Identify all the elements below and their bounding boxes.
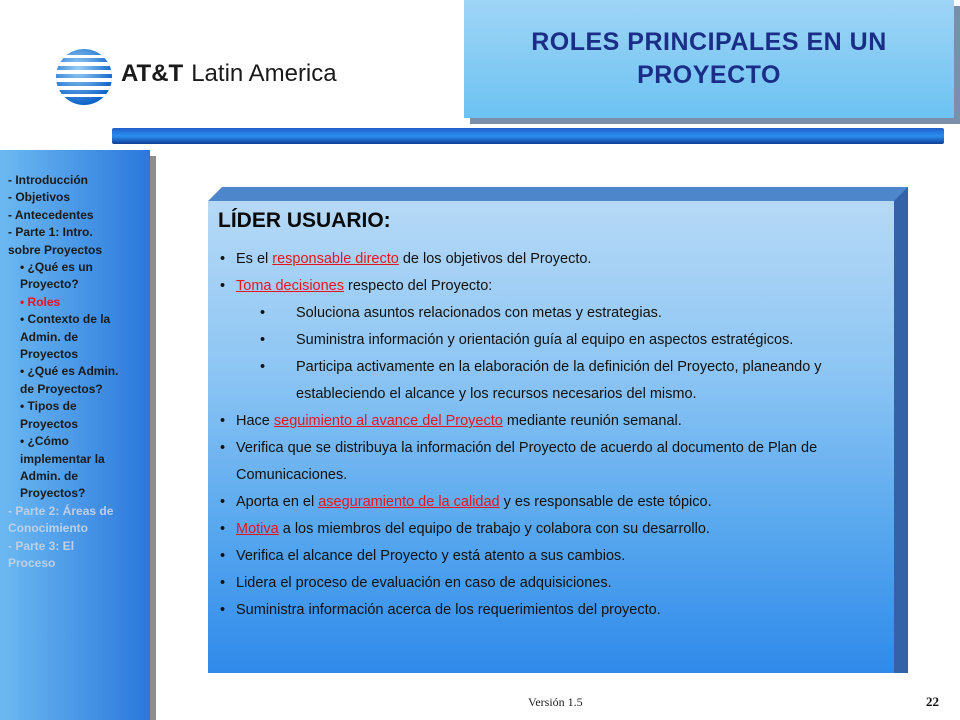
bullet-text: Suministra información acerca de los requerimientos del proyecto. — [236, 602, 661, 618]
sidebar-item[interactable]: Admin. de — [20, 468, 79, 483]
sidebar-item[interactable]: - Parte 3: El — [8, 538, 75, 553]
bullet-item — [218, 489, 888, 516]
sidebar-item[interactable]: Proyectos — [20, 416, 79, 431]
bullet-item — [218, 435, 888, 489]
panel-top-bevel — [208, 187, 908, 201]
sub-bullet-item — [218, 354, 888, 408]
sidebar-item[interactable]: - Parte 2: Áreas de — [8, 503, 114, 518]
content-bullet-list — [218, 246, 888, 624]
slide-title: ROLES PRINCIPALES EN UN PROYECTO — [531, 28, 887, 89]
sidebar-item[interactable]: Admin. de — [20, 329, 79, 344]
sidebar-item[interactable]: • Contexto de la — [20, 312, 111, 327]
bullet-text: Verifica el alcance del Proyecto y está atento a sus cambios. — [236, 548, 626, 564]
bullet-text: Verifica que se distribuya la información del Proyecto de acuerdo al documento de Plan de Comunicaciones. — [236, 440, 818, 483]
sidebar-item[interactable]: Proyectos? — [20, 486, 86, 501]
sidebar-item[interactable]: Conocimiento — [8, 521, 88, 536]
sub-bullet-item — [218, 327, 888, 354]
sidebar-item[interactable]: Proyecto? — [20, 277, 79, 292]
sidebar-item[interactable]: • Tipos de — [20, 399, 77, 414]
bullet-text: Es el — [236, 251, 273, 267]
sidebar-item[interactable]: - Objetivos — [8, 190, 71, 205]
highlight-link[interactable]: Motiva — [236, 521, 279, 537]
bullet-text: mediante reunión semanal. — [502, 413, 682, 429]
version-label: Versión 1.5 — [528, 695, 583, 709]
sidebar-item[interactable]: sobre Proyectos — [8, 242, 103, 257]
page-number: 22 — [926, 694, 939, 709]
sidebar-item[interactable]: • ¿Cómo — [20, 434, 69, 449]
bullet-item — [218, 408, 888, 435]
highlight-link[interactable]: aseguramiento de la calidad — [318, 494, 500, 510]
bullet-text: Hace — [236, 413, 274, 429]
bullet-item — [218, 273, 888, 300]
bullet-item — [218, 543, 888, 570]
sidebar-item[interactable]: Proyectos — [20, 347, 79, 362]
content-heading: LÍDER USUARIO: — [218, 209, 391, 232]
panel-side-bevel — [894, 187, 908, 673]
sidebar-item[interactable]: de Proyectos? — [20, 381, 103, 396]
logo-brand: AT&T — [121, 60, 184, 87]
att-logo — [55, 48, 355, 108]
bullet-item — [218, 246, 888, 273]
bullet-text: Soluciona asuntos relacionados con metas y estrategias. — [296, 305, 662, 321]
bullet-text: Lidera el proceso de evaluación en caso de adquisiciones. — [236, 575, 612, 591]
bullet-text: de los objetivos del Proyecto. — [398, 251, 592, 267]
sidebar-item[interactable]: • ¿Qué es Admin. — [20, 364, 119, 379]
bullet-text: Participa activamente en la elaboración de la definición del Proyecto, planeando y estableciendo el alcance y los recursos necesarios del mismo. — [296, 359, 822, 402]
sidebar-item[interactable]: - Antecedentes — [8, 207, 94, 222]
highlight-link[interactable]: Toma decisiones — [236, 278, 344, 294]
sidebar-item[interactable]: Proceso — [8, 555, 56, 570]
bullet-item — [218, 570, 888, 597]
logo-region: Latin America — [191, 60, 337, 87]
sidebar-nav — [8, 172, 148, 572]
sub-bullet-item — [218, 300, 888, 327]
bullet-text: y es responsable de este tópico. — [499, 494, 712, 510]
sidebar-item[interactable]: implementar la — [20, 451, 105, 466]
bullet-text: Aporta en el — [236, 494, 319, 510]
bullet-text: a los miembros del equipo de trabajo y colabora con su desarrollo. — [278, 521, 710, 537]
title-box — [464, 0, 954, 118]
bullet-item — [218, 516, 888, 543]
bullet-text: respecto del Proyecto: — [344, 278, 493, 294]
sidebar-item[interactable]: - Introducción — [8, 173, 88, 187]
header-divider-bar — [112, 128, 944, 144]
bullet-text: Suministra información y orientación guía al equipo en aspectos estratégicos. — [296, 332, 794, 348]
bullet-item — [218, 597, 888, 624]
sidebar-item[interactable]: • ¿Qué es un — [20, 260, 93, 275]
sidebar-item[interactable]: • Roles — [20, 294, 61, 309]
highlight-link[interactable]: seguimiento al avance del Proyecto — [273, 413, 503, 429]
sidebar-item[interactable]: - Parte 1: Intro. — [8, 225, 93, 240]
highlight-link[interactable]: responsable directo — [272, 251, 399, 267]
att-globe-icon — [55, 48, 113, 106]
